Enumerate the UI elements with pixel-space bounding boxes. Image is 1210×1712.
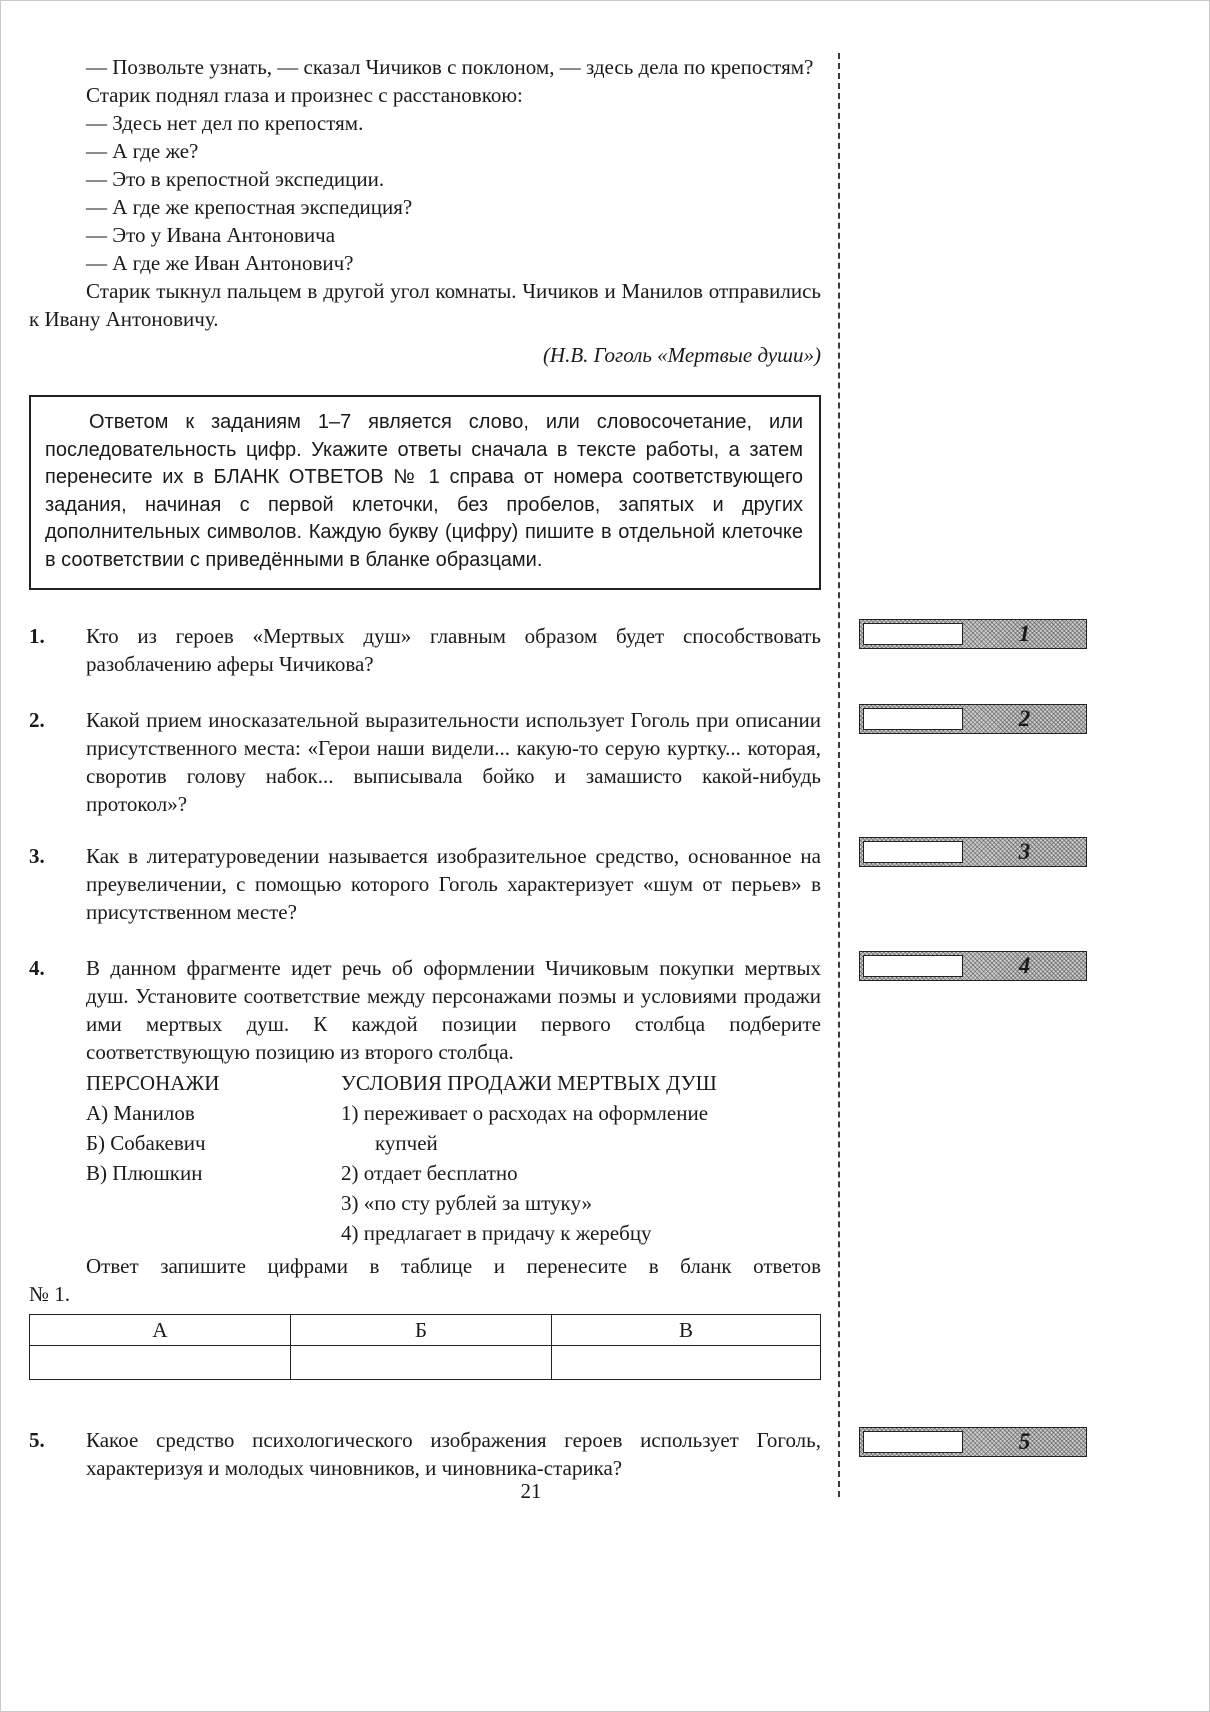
- excerpt-paragraph: — А где же Иван Антонович?: [86, 251, 354, 275]
- answer-field-1: [859, 619, 1087, 649]
- question-1-number: 1.: [29, 624, 45, 648]
- question-2: [29, 706, 821, 818]
- question-4-number: 4.: [29, 956, 45, 980]
- question-3: [29, 842, 821, 926]
- answer-field-number-2: 2: [1018, 706, 1031, 731]
- conditions-column: [341, 1068, 741, 1248]
- condition-item: 3) «по сту рублей за штуку»: [341, 1191, 592, 1215]
- question-4: [29, 954, 821, 1248]
- condition-item: 1) переживает о расходах на оформление купчей: [341, 1101, 709, 1155]
- answer-grid-cell-v: [552, 1346, 821, 1380]
- question-3-text: Как в литературоведении называется изобразительное средство, основанное на преувеличении, с помощью которого Гоголь характеризует «шум от перьев» в присутственном месте?: [86, 844, 821, 924]
- answer-write-in-area-4: [863, 955, 963, 977]
- excerpt-attribution: (Н.В. Гоголь «Мертвые души»): [542, 343, 821, 367]
- answer-write-in-area-2: [863, 708, 963, 730]
- characters-column-header: ПЕРСОНАЖИ: [86, 1071, 220, 1095]
- main-text-column: [29, 53, 821, 1482]
- answer-grid-table: [29, 1314, 821, 1380]
- character-item: В) Плюшкин: [86, 1161, 203, 1185]
- answer-write-in-area-5: [863, 1431, 963, 1453]
- condition-item: 4) предлагает в придачу к жеребцу: [341, 1221, 652, 1245]
- answer-grid-cell-b: [291, 1346, 552, 1380]
- instruction-box: [29, 395, 821, 590]
- page-number: 21: [520, 1479, 542, 1503]
- excerpt-paragraph: — Это у Ивана Антоновича: [86, 223, 336, 247]
- answer-grid-header-v: В: [552, 1315, 821, 1346]
- character-item: Б) Собакевич: [86, 1131, 206, 1155]
- answer-field-2: [859, 704, 1087, 734]
- answer-field-number-1: 1: [1018, 621, 1031, 646]
- margin-dashed-divider: [838, 53, 840, 1497]
- excerpt-paragraph: — Здесь нет дел по крепостям.: [86, 111, 364, 135]
- question-2-text: Какой прием иносказательной выразительности использует Гоголь при описании присутственного места: «Герои наши видели... какую-то серую куртку... которая, своротив голову набок... выписывала бойко и замашисто какой-нибудь протокол»?: [86, 708, 821, 816]
- condition-item: 2) отдает бесплатно: [341, 1161, 518, 1185]
- answer-field-number-4: 4: [1018, 953, 1031, 978]
- question-5: [29, 1426, 821, 1482]
- answer-field-4: [859, 951, 1087, 981]
- answer-grid-header-row: [30, 1315, 821, 1346]
- answer-grid-header-b: Б: [291, 1315, 552, 1346]
- question-1-text: Кто из героев «Мертвых душ» главным образом будет способствовать разоблачению аферы Чичикова?: [86, 624, 821, 676]
- answer-write-in-area-3: [863, 841, 963, 863]
- answer-write-in-area-1: [863, 623, 963, 645]
- question-3-number: 3.: [29, 844, 45, 868]
- answer-field-5: [859, 1427, 1087, 1457]
- question-4-outro-line2: № 1.: [29, 1282, 71, 1306]
- question-5-text: Какое средство психологического изображения героев использует Гоголь, характеризуя и молодых чиновников, и чиновника-старика?: [86, 1428, 821, 1480]
- answer-field-number-3: 3: [1018, 839, 1031, 864]
- answer-field-3: [859, 837, 1087, 867]
- excerpt-paragraph: Старик поднял глаза и произнес с расстановкою:: [86, 83, 523, 107]
- excerpt-paragraph: — Это в крепостной экспедиции.: [86, 167, 385, 191]
- excerpt-paragraph: — А где же крепостная экспедиция?: [86, 195, 413, 219]
- answer-grid-entry-row: [30, 1346, 821, 1380]
- answer-grid-header-a: А: [30, 1315, 291, 1346]
- answer-field-number-5: 5: [1018, 1429, 1031, 1454]
- excerpt-paragraph: — А где же?: [86, 139, 199, 163]
- literary-excerpt: [29, 53, 821, 369]
- question-5-number: 5.: [29, 1428, 45, 1452]
- question-1: [29, 622, 821, 678]
- character-item: А) Манилов: [86, 1101, 195, 1125]
- excerpt-paragraph: Старик тыкнул пальцем в другой угол комнаты. Чичиков и Манилов отправились к Ивану Антоновичу.: [29, 279, 821, 331]
- characters-column: [86, 1068, 341, 1248]
- excerpt-paragraph: — Позвольте узнать, — сказал Чичиков с поклоном, — здесь дела по крепостям?: [86, 55, 814, 79]
- conditions-column-header: УСЛОВИЯ ПРОДАЖИ МЕРТВЫХ ДУШ: [341, 1071, 717, 1095]
- question-2-number: 2.: [29, 708, 45, 732]
- answer-grid-cell-a: [30, 1346, 291, 1380]
- question-4-body: [86, 954, 821, 1248]
- instruction-text: Ответом к заданиям 1–7 является слово, или словосочетание, или последовательность цифр. Укажите ответы сначала в тексте работы, а затем перенесите их в БЛАНК ОТВЕТОВ № 1 справа от номера соответствующего задания, начиная с первой клеточки, без пробелов, запятых и других дополнительных символов. Каждую букву (цифру) пишите в отдельной клеточке в соответствии с приведёнными в бланке образцами.: [45, 411, 803, 571]
- question-4-text: В данном фрагменте идет речь об оформлении Чичиковым покупки мертвых душ. Установите соответствие между персонажами поэмы и условиями продажи ими мертвых душ. К каждой позиции первого столбца подберите соответствующую позицию из второго столбца.: [86, 956, 821, 1064]
- matching-section: [86, 1068, 821, 1248]
- question-4-outro-line1: Ответ запишите цифрами в таблице и перенесите в бланк ответов: [86, 1254, 821, 1278]
